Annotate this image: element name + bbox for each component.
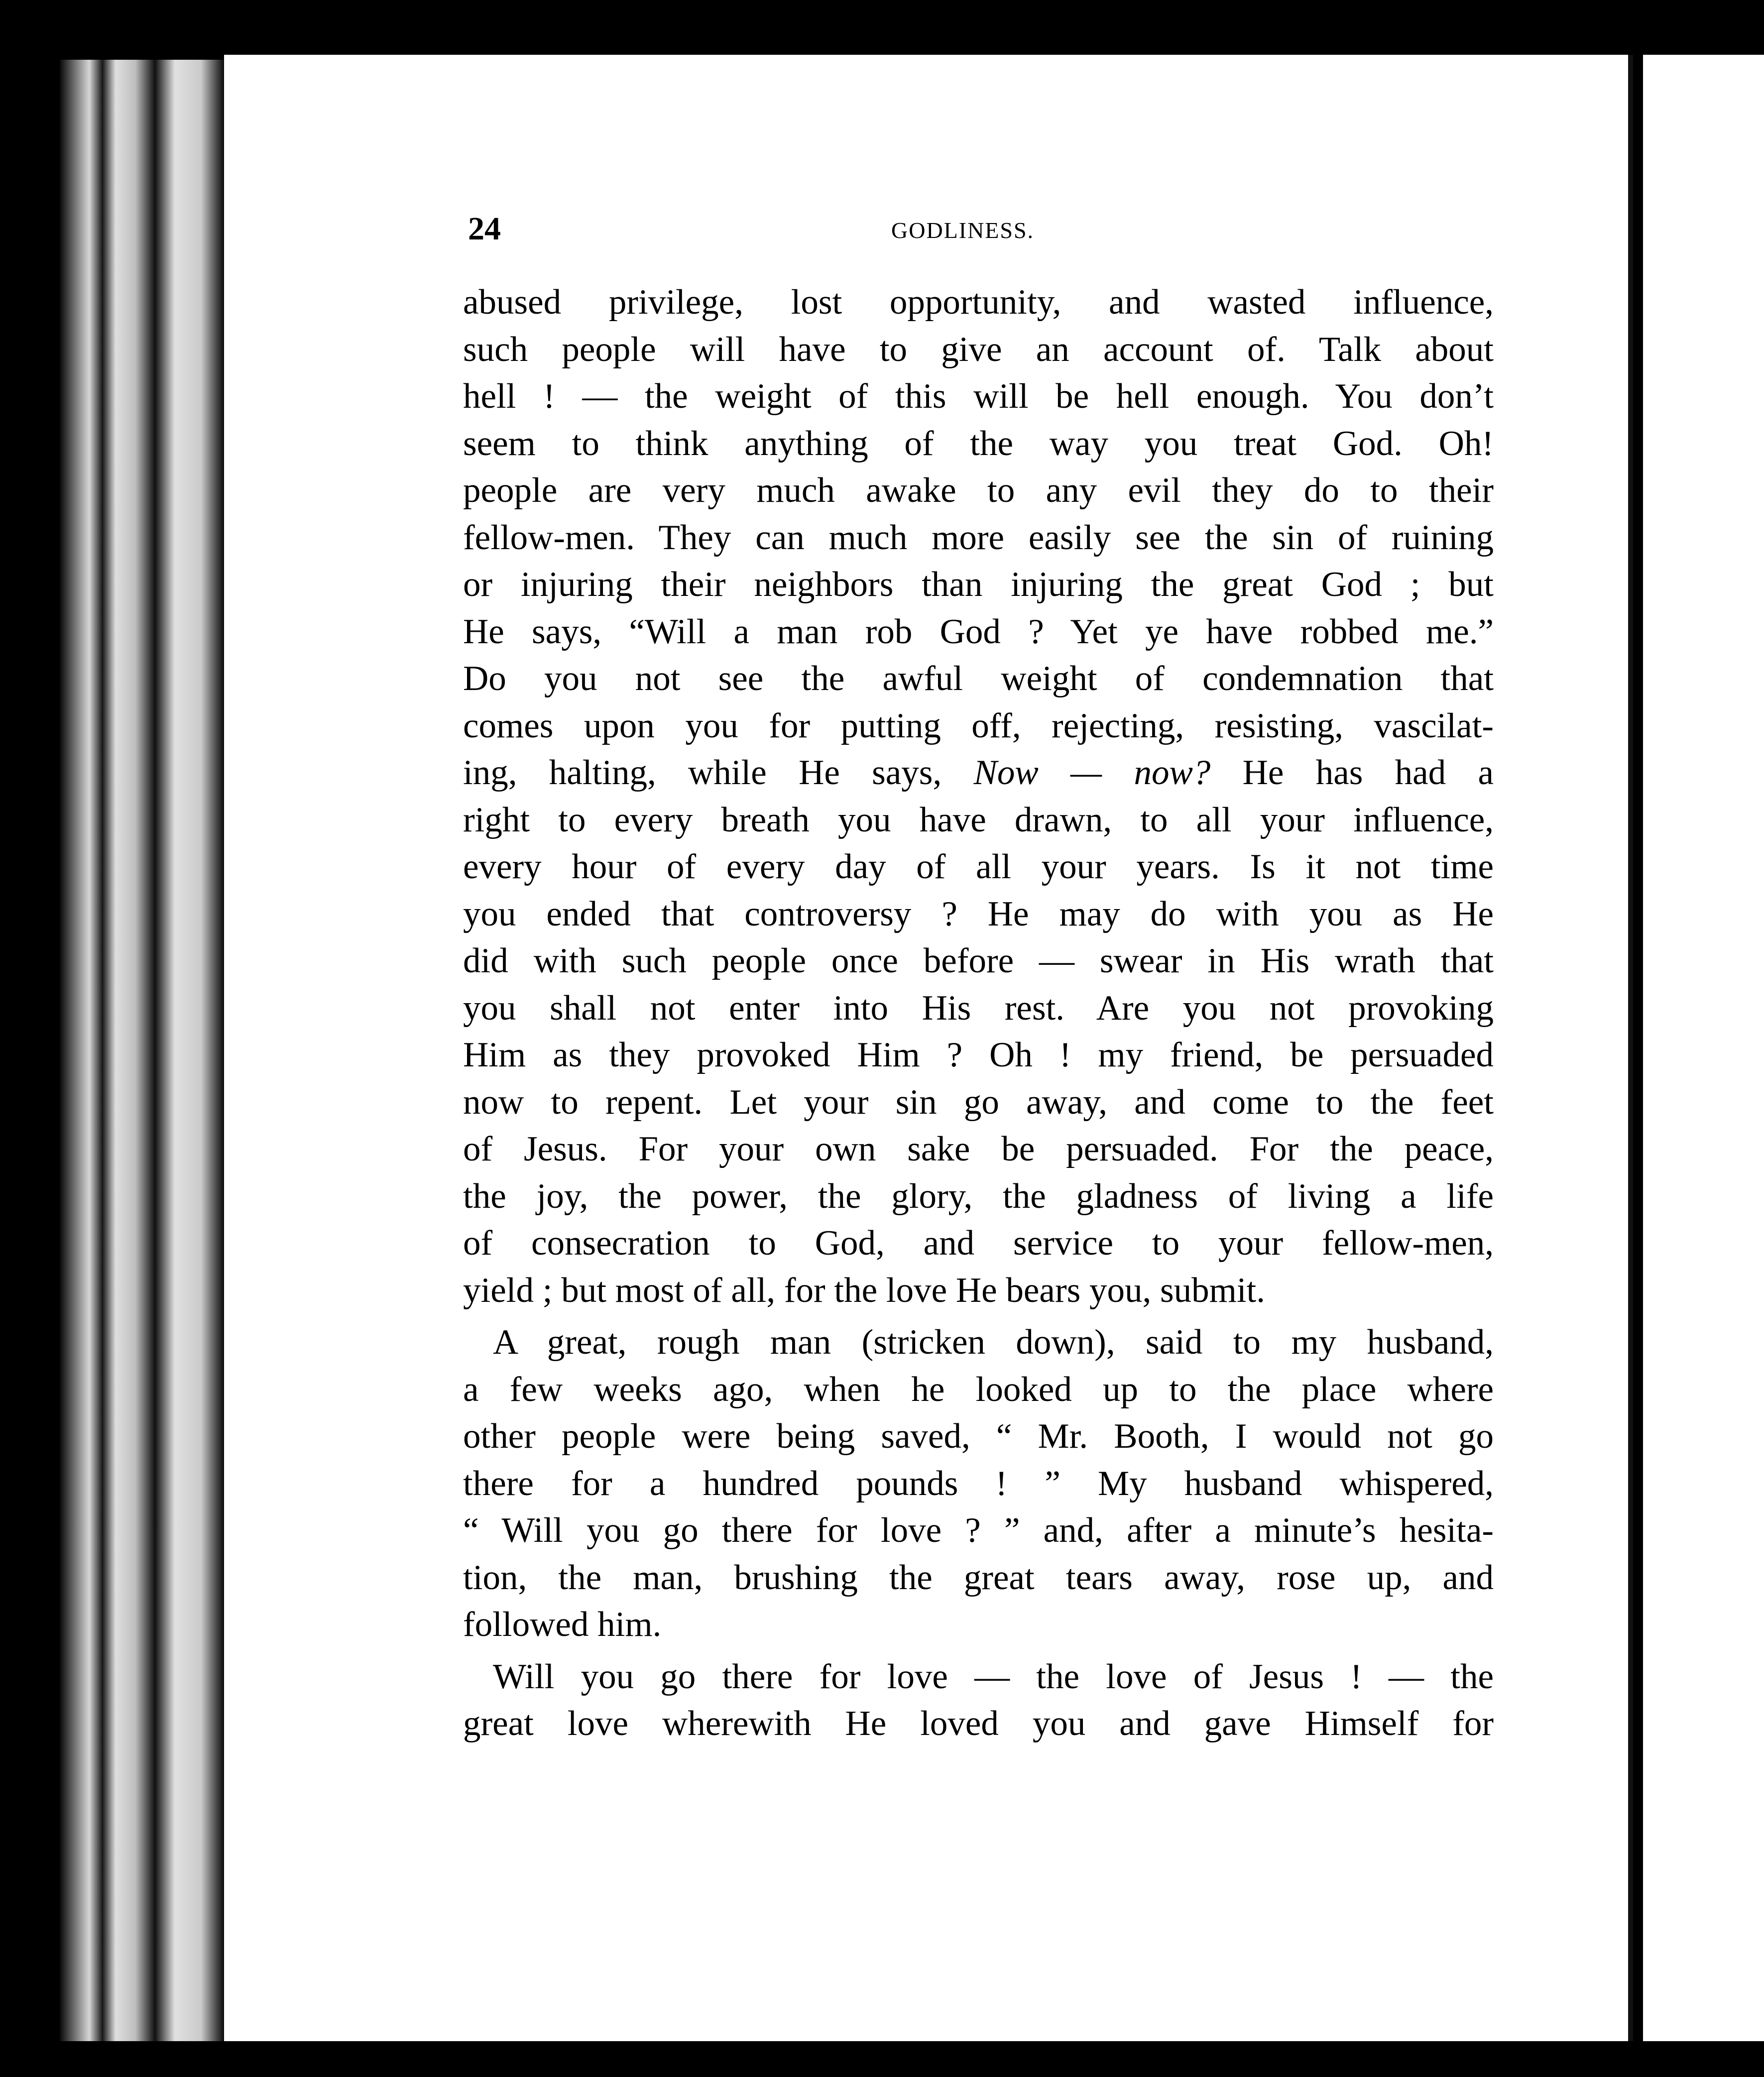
text-line: hell ! — the weight of this will be hell enough. You don’t: [463, 377, 1494, 416]
text-line: tion, the man, brushing the great tears away, rose up, and: [463, 1558, 1494, 1597]
text-line: you shall not enter into His rest. Are you not provoking: [463, 988, 1494, 1028]
text-line: seem to think anything of the way you treat God. Oh!: [463, 424, 1494, 463]
text-line: now to repent. Let your sin go away, and come to the feet: [463, 1082, 1494, 1122]
text-line: followed him.: [463, 1605, 662, 1644]
text-line-with-italic: [463, 749, 1494, 797]
text-line: fellow-men. They can much more easily see the sin of ruining: [463, 518, 1494, 557]
page-number: 24: [468, 211, 501, 247]
text-line: did with such people once before — swear in His wrath that: [463, 941, 1494, 980]
running-head: [468, 212, 1494, 246]
text-line: people are very much awake to any evil they do to their: [463, 471, 1494, 510]
body-text: [463, 279, 1494, 1747]
paragraph-2: [463, 1319, 1494, 1648]
text-line: abused privilege, lost opportunity, and wasted influence,: [463, 283, 1494, 322]
text-line: right to every breath you have drawn, to all your influence,: [463, 800, 1494, 839]
text-line: of consecration to God, and service to your fellow-men,: [463, 1224, 1494, 1263]
text-line: Do you not see the awful weight of condemnation that: [463, 659, 1494, 698]
text-segment: He has had a: [1210, 753, 1494, 792]
text-line: He says, “Will a man rob God ? Yet ye have robbed me.”: [463, 612, 1494, 651]
text-line: a few weeks ago, when he looked up to the place where: [463, 1370, 1494, 1409]
text-line: Will you go there for love — the love of Jesus ! — the: [493, 1657, 1494, 1696]
text-line: other people were being saved, “ Mr. Booth, I would not go: [463, 1417, 1494, 1456]
text-segment: ing, halting, while He says,: [463, 753, 974, 792]
text-line: great love wherewith He loved you and gave Himself for: [463, 1704, 1494, 1743]
text-line: or injuring their neighbors than injuring the great God ; but: [463, 565, 1494, 604]
running-title: GODLINESS.: [891, 218, 1035, 243]
text-line: comes upon you for putting off, rejecting, resisting, vascilat-: [463, 706, 1494, 745]
italic-emphasis: Now — now?: [973, 753, 1211, 792]
text-line: yield ; but most of all, for the love He bears you, submit.: [463, 1270, 1266, 1310]
text-line: the joy, the power, the glory, the gladness of living a life: [463, 1176, 1494, 1216]
text-line: you ended that controversy ? He may do with you as He: [463, 894, 1494, 933]
text-line: every hour of every day of all your years. Is it not time: [463, 847, 1494, 886]
text-line: there for a hundred pounds ! ” My husband whispered,: [463, 1464, 1494, 1503]
text-line: such people will have to give an account of. Talk about: [463, 330, 1494, 369]
book-spine: [60, 60, 224, 2041]
paragraph-1: [463, 279, 1494, 1314]
text-line: Him as they provoked Him ? Oh ! my friend, be persuaded: [463, 1036, 1494, 1074]
facing-page-edge: [1643, 55, 1764, 2041]
paragraph-3: [463, 1653, 1494, 1747]
text-line: of Jesus. For your own sake be persuaded. For the peace,: [463, 1130, 1494, 1168]
text-line: “ Will you go there for love ? ” and, after a minute’s hesita-: [463, 1511, 1494, 1550]
text-line: A great, rough man (stricken down), said to my husband,: [493, 1323, 1494, 1362]
